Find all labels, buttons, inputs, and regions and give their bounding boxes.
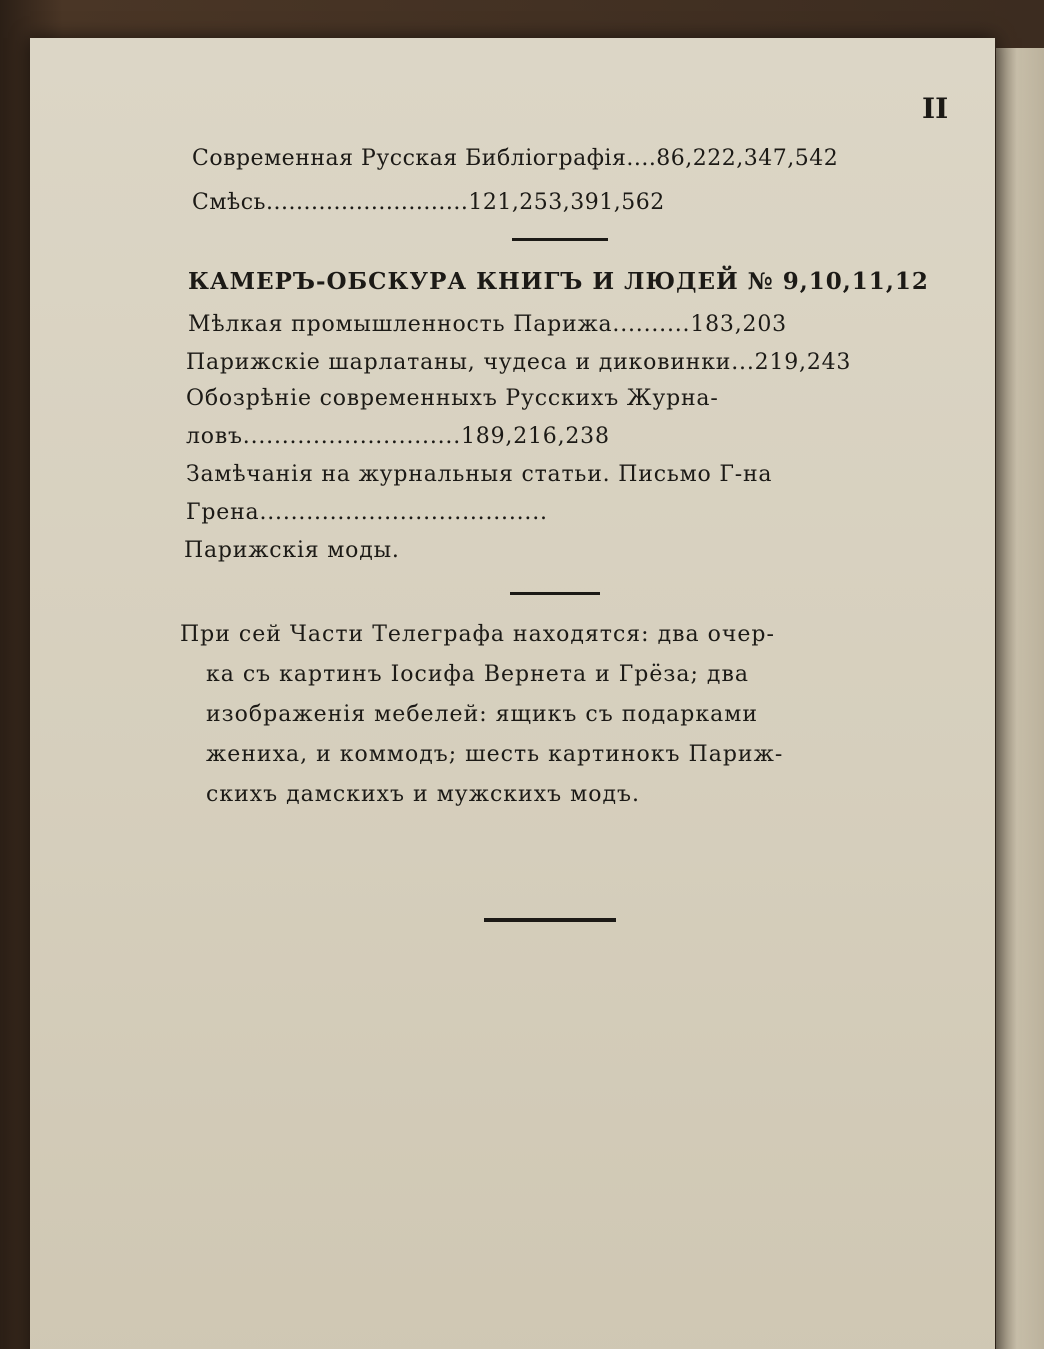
note-line: При сей Части Телеграфа находятся: два очер- <box>180 622 775 647</box>
section-divider-2 <box>510 592 600 595</box>
note-line: скихъ дамскихъ и мужскихъ модъ. <box>206 782 641 807</box>
closing-divider <box>484 918 616 922</box>
note-line: ка съ картинъ Іосифа Вернета и Грёза; два <box>206 662 749 687</box>
next-page-edge <box>996 48 1044 1349</box>
kamera-entry: Парижскіе шарлатаны, чудеса и диковинки...219,243 <box>186 350 852 375</box>
section-divider-1 <box>512 238 608 241</box>
page-number: II <box>922 92 949 125</box>
kamera-entry: Грена..................................... <box>186 500 548 525</box>
kamera-entry: Обозрѣніе современныхъ Русскихъ Журна- <box>186 386 719 411</box>
bleed-through-texture <box>0 0 1 1</box>
kamera-entry: Замѣчанія на журнальныя статьи. Письмо Г-на <box>186 462 773 487</box>
bibliography-entry: Современная Русская Библіографія....86,222,347,542 <box>192 146 839 171</box>
kamera-entry: ловъ............................189,216,238 <box>186 424 610 449</box>
miscellany-entry: Смѣсь...........................121,253,391,562 <box>192 190 665 215</box>
kamera-entry: Мѣлкая промышленность Парижа..........183,203 <box>188 312 787 337</box>
note-line: жениха, и коммодъ; шесть картинокъ Париж- <box>206 742 784 767</box>
kamera-heading: КАМЕРЪ-ОБСКУРА КНИГЪ И ЛЮДЕЙ № 9,10,11,12 <box>188 268 929 295</box>
note-line: изображенія мебелей: ящикъ съ подарками <box>206 702 758 727</box>
book-page <box>30 38 995 1349</box>
kamera-entry: Парижскія моды. <box>184 538 400 563</box>
